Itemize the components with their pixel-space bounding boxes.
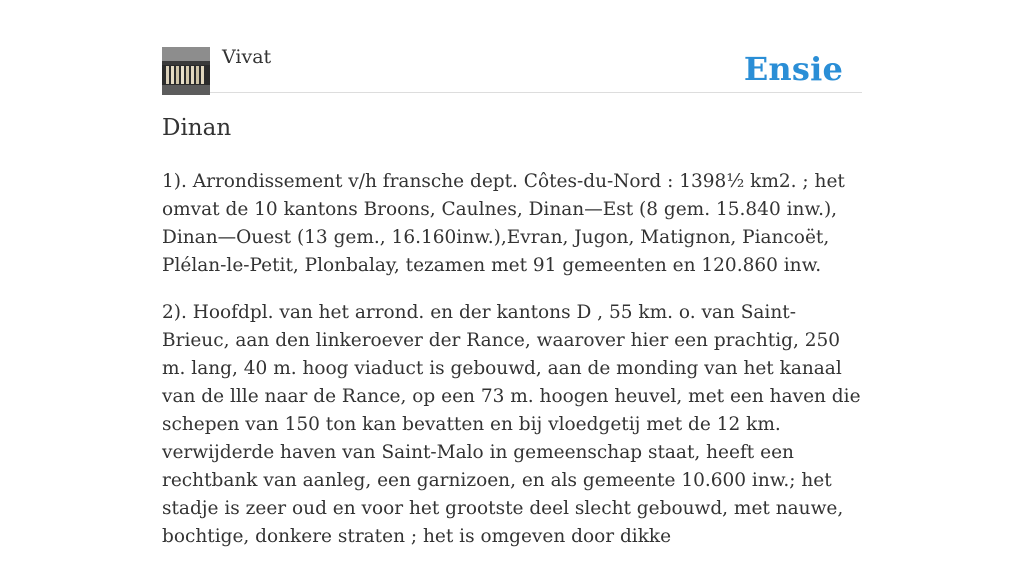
- article-paragraph: 1). Arrondissement v/h fransche dept. Côtes-du-Nord : 1398½ km2. ; het omvat de 10 kantons Broons, Caulnes, Dinan—Est (8 gem. 15.840 inw.), Dinan—Ouest (13 gem., 16.160inw.),Evran, Jugon, Matignon, Piancoët, Plélan-le-Petit, Plonbalay, tezamen met 91 gemeenten en 120.860 inw.: [162, 171, 845, 276]
- article-paragraph: 2). Hoofdpl. van het arrond. en der kantons D , 55 km. o. van Saint-Brieuc, aan den linkeroever der Rance, waarover hier een prachtig, 250 m. lang, 40 m. hoog viaduct is gebouwd, aan de monding van het kanaal van de llle naar de Rance, op een 73 m. hoogen heuvel, met een haven die schepen van 150 ton kan bevatten en bij vloedgetij met de 12 km. verwijderde haven van Saint-Malo in gemeenschap staat, heeft een rechtbank van aanleg, een garnizoen, en als gemeente 10.600 inw.; het stadje is zeer oud en voor het grootste deel slecht gebouwd, met nauwe, bochtige, donkere straten ; het is omgeven door dikke: [162, 302, 861, 547]
- page-header: [162, 0, 862, 93]
- page-container: [162, 0, 862, 547]
- article-title: Dinan: [162, 115, 232, 141]
- book-spines-icon: [162, 47, 210, 95]
- source-avatar[interactable]: [162, 47, 210, 95]
- brand-logo[interactable]: Ensie: [743, 50, 843, 88]
- source-name[interactable]: Vivat: [222, 46, 272, 68]
- article-body: [162, 168, 862, 570]
